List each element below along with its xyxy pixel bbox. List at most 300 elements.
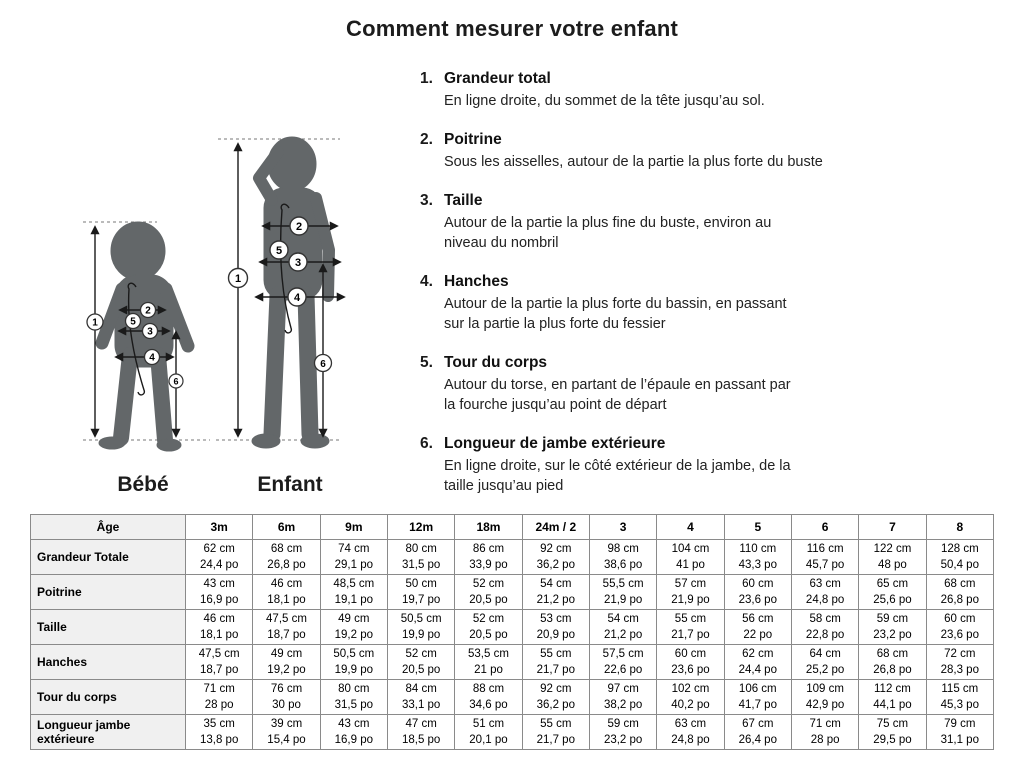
measurement-value: 64 cm — [809, 648, 841, 660]
size-column-header: 7 — [859, 515, 926, 540]
measurement-value: 49 cm — [270, 648, 303, 660]
measurement-cell — [724, 610, 791, 645]
measurement-value: 36,2 po — [536, 699, 575, 711]
measurement-cell — [320, 715, 387, 750]
measurement-value: 97 cm — [607, 683, 639, 695]
measurement-cell — [253, 540, 320, 575]
measurement-value: 46 cm — [270, 578, 303, 590]
measurement-cell — [724, 645, 791, 680]
measurement-cell — [387, 575, 454, 610]
measurement-value: 16,9 po — [334, 734, 373, 746]
table-row — [31, 575, 994, 610]
instruction-line: En ligne droite, sur le côté extérieur de la jambe, de la — [444, 458, 791, 474]
measurement-cell — [859, 575, 926, 610]
measurement-value: 21,7 po — [671, 629, 710, 641]
measurement-value: 68 cm — [944, 578, 976, 590]
measurement-value: 20,9 po — [536, 629, 575, 641]
measurement-value: 21,7 po — [536, 664, 575, 676]
measurement-cell — [657, 680, 724, 715]
row-label: Grandeur Totale — [31, 540, 186, 575]
measurement-cell — [589, 575, 656, 610]
measurement-value: 68 cm — [270, 543, 303, 555]
measurement-value: 52 cm — [472, 613, 505, 625]
measurement-value: 62 cm — [742, 648, 774, 660]
measurement-cell — [791, 610, 858, 645]
instruction-number: 2. — [420, 131, 433, 148]
measurement-cell — [859, 610, 926, 645]
measurement-value: 38,2 po — [603, 699, 643, 711]
measurement-cell — [657, 540, 724, 575]
measurement-cell — [522, 680, 589, 715]
measurement-cell — [724, 680, 791, 715]
instruction-description — [444, 294, 925, 334]
child-marker-6 — [315, 355, 332, 372]
instruction-line: taille jusqu’au pied — [444, 478, 564, 494]
measurement-value: 45,3 po — [940, 699, 979, 711]
size-table-body — [31, 540, 994, 750]
measurement-value: 20,1 po — [469, 734, 508, 746]
measurement-value: 60 cm — [742, 578, 774, 590]
measurement-cell — [253, 610, 320, 645]
measurement-value: 28 po — [204, 699, 234, 711]
instruction-title: Hanches — [444, 273, 509, 290]
baby-marker-4 — [145, 350, 160, 365]
measurement-value: 76 cm — [270, 683, 303, 695]
measurement-value: 92 cm — [540, 543, 572, 555]
measurement-value: 20,5 po — [469, 629, 508, 641]
measurement-value: 55 cm — [540, 718, 572, 730]
measurement-cell — [926, 540, 993, 575]
size-column-header: 5 — [724, 515, 791, 540]
measurement-value: 65 cm — [876, 578, 909, 590]
child-marker-5-label: 5 — [275, 245, 283, 257]
measurement-value: 21,2 po — [603, 629, 643, 641]
child-right-foot — [301, 434, 329, 448]
measurement-cell — [455, 575, 522, 610]
measurement-value: 51 cm — [472, 718, 505, 730]
baby-left-foot — [99, 437, 125, 449]
measurement-cell — [387, 715, 454, 750]
measurement-value: 24,8 po — [671, 734, 710, 746]
measurement-value: 59 cm — [876, 613, 909, 625]
measurement-value: 21 po — [474, 664, 503, 676]
child-marker-2-label: 2 — [295, 221, 303, 233]
measurement-cell — [724, 575, 791, 610]
baby-marker-2 — [141, 303, 156, 318]
measurement-cell — [253, 575, 320, 610]
measurement-value: 80 cm — [338, 683, 370, 695]
measurement-value: 112 cm — [874, 683, 911, 695]
measurement-value: 18,5 po — [401, 734, 441, 746]
measurement-value: 42,9 po — [805, 699, 845, 711]
measurement-value: 29,1 po — [334, 559, 373, 571]
instruction-description — [444, 152, 925, 172]
measurement-cell — [320, 575, 387, 610]
instruction-number: 3. — [420, 192, 433, 209]
child-marker-4-label: 4 — [293, 292, 301, 304]
child-marker-4 — [288, 288, 306, 306]
baby-marker-5 — [126, 314, 141, 329]
measurement-value: 52 cm — [405, 648, 437, 660]
measurement-cell — [791, 715, 858, 750]
baby-silhouette — [99, 222, 188, 451]
measurement-cell — [791, 680, 858, 715]
measurement-value: 106 cm — [738, 683, 777, 695]
measurement-value: 74 cm — [338, 543, 370, 555]
size-column-header: 24m / 2 — [522, 515, 589, 540]
measurement-value: 68 cm — [876, 648, 909, 660]
baby-marker-3 — [143, 324, 158, 339]
instruction-description — [444, 375, 925, 415]
measurement-cell — [926, 715, 993, 750]
measurement-cell — [186, 645, 253, 680]
measurement-value: 43 cm — [203, 578, 235, 590]
measurement-cell — [926, 610, 993, 645]
measurement-value: 47 cm — [405, 718, 437, 730]
measurement-cell — [186, 715, 253, 750]
measurement-cell — [589, 715, 656, 750]
instruction-line: Autour de la partie la plus fine du buste, environ au — [444, 215, 772, 231]
child-marker-5 — [270, 241, 288, 259]
measurement-cell — [926, 645, 993, 680]
measurement-value: 60 cm — [674, 648, 707, 660]
baby-marker-5-label: 5 — [130, 316, 136, 328]
baby-marker-6 — [169, 374, 183, 388]
age-column-header: Âge — [31, 515, 186, 540]
instruction-description — [444, 456, 925, 496]
measurement-cell — [186, 680, 253, 715]
baby-label: Bébé — [117, 473, 169, 496]
measurement-value: 104 cm — [671, 543, 710, 555]
measurement-cell — [455, 715, 522, 750]
measurement-cell — [724, 715, 791, 750]
instruction-line: niveau du nombril — [444, 235, 559, 251]
measurement-cell — [791, 645, 858, 680]
baby-marker-3-label: 3 — [147, 326, 153, 338]
measurement-value: 62 cm — [203, 543, 235, 555]
instruction-line: Autour de la partie la plus forte du bassin, en passant — [444, 296, 787, 312]
measurement-diagram — [45, 100, 405, 510]
measurement-value: 25,6 po — [873, 594, 912, 606]
measurement-value: 19,9 po — [334, 664, 373, 676]
measurement-value: 36,2 po — [536, 559, 575, 571]
measurement-value: 46 cm — [203, 613, 235, 625]
measurement-cell — [657, 645, 724, 680]
measurement-value: 63 cm — [809, 578, 841, 590]
size-column-header: 6m — [253, 515, 320, 540]
instruction-item-1 — [420, 70, 925, 111]
measurement-cell — [455, 610, 522, 645]
measurement-value: 24,8 po — [805, 594, 845, 606]
instruction-number: 1. — [420, 70, 433, 87]
measurement-value: 55 cm — [674, 613, 707, 625]
measurement-cell — [926, 680, 993, 715]
baby-right-foot — [157, 439, 181, 451]
measurement-value: 18,1 po — [267, 594, 306, 606]
instruction-line: sur la partie la plus forte du fessier — [444, 316, 666, 332]
measurement-value: 55,5 cm — [602, 578, 644, 590]
child-marker-2 — [290, 217, 308, 235]
measurement-cell — [320, 610, 387, 645]
measurement-value: 35 cm — [203, 718, 235, 730]
measurement-value: 19,2 po — [334, 629, 373, 641]
measurement-value: 55 cm — [540, 648, 572, 660]
page-title: Comment mesurer votre enfant — [345, 16, 678, 41]
baby-marker-1-label: 1 — [92, 317, 98, 329]
baby-head — [111, 222, 165, 280]
measurement-value: 43,3 po — [738, 559, 777, 571]
measurement-value: 48,5 cm — [333, 578, 375, 590]
baby-left-leg — [158, 355, 165, 440]
measurement-value: 25,2 po — [805, 664, 845, 676]
measurement-cell — [387, 610, 454, 645]
measurement-value: 26,8 po — [940, 594, 979, 606]
measurement-value: 29,5 po — [873, 734, 912, 746]
measurement-value: 56 cm — [742, 613, 774, 625]
measurement-value: 45,7 po — [805, 559, 845, 571]
baby-marker-1 — [87, 314, 103, 330]
measurement-value: 50,4 po — [940, 559, 979, 571]
measurement-value: 19,7 po — [401, 594, 441, 606]
measurement-value: 72 cm — [944, 648, 976, 660]
measurement-value: 122 cm — [873, 543, 912, 555]
measurement-value: 41 po — [676, 559, 705, 571]
measurement-cell — [926, 575, 993, 610]
measurement-cell — [186, 540, 253, 575]
measurement-value: 115 cm — [941, 683, 979, 695]
row-label: Taille — [31, 610, 186, 645]
measurement-value: 23,6 po — [671, 664, 710, 676]
measurement-value: 41,7 po — [738, 699, 777, 711]
measurement-value: 21,9 po — [671, 594, 710, 606]
measurement-value: 71 cm — [203, 683, 235, 695]
measurement-cell — [387, 680, 454, 715]
measurement-cell — [455, 540, 522, 575]
size-column-header: 18m — [455, 515, 522, 540]
measurement-value: 18,1 po — [199, 629, 239, 641]
measurement-value: 33,9 po — [469, 559, 508, 571]
measurement-value: 18,7 po — [199, 664, 239, 676]
measurement-value: 38,6 po — [603, 559, 643, 571]
measurement-cell — [455, 645, 522, 680]
size-column-header: 6 — [791, 515, 858, 540]
measurement-value: 116 cm — [806, 543, 844, 555]
measurement-value: 53 cm — [540, 613, 572, 625]
instruction-title: Taille — [444, 192, 483, 209]
measurement-cell — [387, 540, 454, 575]
table-row — [31, 610, 994, 645]
measurement-value: 18,7 po — [267, 629, 306, 641]
measurement-cell — [186, 610, 253, 645]
measurement-value: 54 cm — [540, 578, 572, 590]
measurement-value: 28,3 po — [940, 664, 979, 676]
child-left-leg — [272, 295, 278, 434]
measurement-value: 49 cm — [338, 613, 370, 625]
instruction-title: Tour du corps — [444, 354, 548, 371]
size-column-header: 12m — [387, 515, 454, 540]
baby-left-leg — [121, 355, 130, 438]
measurement-value: 33,1 po — [401, 699, 441, 711]
measurement-value: 128 cm — [940, 543, 979, 555]
instruction-description — [444, 213, 925, 253]
measurement-value: 19,1 po — [334, 594, 373, 606]
measurement-value: 30 po — [272, 699, 301, 711]
instruction-number: 4. — [420, 273, 433, 290]
measurement-value: 50,5 cm — [333, 648, 375, 660]
measurement-value: 20,5 po — [469, 594, 508, 606]
measurement-cell — [791, 540, 858, 575]
baby-marker-6-label: 6 — [173, 376, 179, 387]
measurement-value: 23,6 po — [940, 629, 979, 641]
measurement-cell — [320, 680, 387, 715]
size-table — [30, 514, 994, 750]
measurement-cell — [589, 540, 656, 575]
row-label: Longueur jambe extérieure — [31, 715, 186, 750]
child-left-foot — [252, 434, 280, 448]
measurement-cell — [320, 645, 387, 680]
measurement-value: 60 cm — [944, 613, 976, 625]
measurement-value: 19,2 po — [267, 664, 306, 676]
instruction-line: Autour du torse, en partant de l’épaule en passant par — [444, 377, 791, 393]
instruction-item-4 — [420, 273, 925, 334]
measurement-value: 88 cm — [472, 683, 505, 695]
measurement-cell — [253, 645, 320, 680]
size-column-header: 8 — [926, 515, 993, 540]
measurement-value: 28 po — [810, 734, 840, 746]
measurement-value: 23,6 po — [738, 594, 777, 606]
instruction-item-5 — [420, 354, 925, 415]
row-label: Poitrine — [31, 575, 186, 610]
measurement-value: 15,4 po — [267, 734, 306, 746]
measurement-cell — [589, 645, 656, 680]
measurement-cell — [657, 575, 724, 610]
measurement-value: 24,4 po — [199, 559, 239, 571]
measurement-cell — [859, 645, 926, 680]
measurement-cell — [791, 575, 858, 610]
child-label: Enfant — [257, 473, 323, 496]
measurement-value: 26,8 po — [267, 559, 306, 571]
instruction-line: la fourche jusqu’au point de départ — [444, 397, 667, 413]
measurement-cell — [186, 575, 253, 610]
measurement-value: 86 cm — [472, 543, 505, 555]
instruction-line: Sous les aisselles, autour de la partie la plus forte du buste — [444, 154, 823, 170]
baby-marker-4-label: 4 — [149, 352, 155, 364]
instruction-number: 6. — [420, 435, 433, 452]
measurement-value: 21,9 po — [603, 594, 643, 606]
measurement-value: 31,1 po — [940, 734, 979, 746]
instruction-title: Longueur de jambe extérieure — [444, 435, 666, 452]
measurement-value: 19,9 po — [401, 629, 441, 641]
size-table-header — [31, 515, 994, 540]
row-label: Tour du corps — [31, 680, 186, 715]
measurement-cell — [522, 610, 589, 645]
measurement-cell — [253, 680, 320, 715]
table-row — [31, 540, 994, 575]
measurement-value: 47,5 cm — [266, 613, 307, 625]
table-row — [31, 645, 994, 680]
instruction-line: En ligne droite, du sommet de la tête jusqu’au sol. — [444, 93, 765, 109]
measurement-value: 31,5 po — [334, 699, 373, 711]
measurement-cell — [589, 680, 656, 715]
measurement-value: 26,8 po — [873, 664, 912, 676]
measurement-value: 58 cm — [809, 613, 841, 625]
child-marker-1-label: 1 — [234, 273, 242, 285]
child-marker-6-label: 6 — [320, 359, 326, 370]
measurement-value: 54 cm — [607, 613, 639, 625]
measurement-value: 53,5 cm — [468, 648, 509, 660]
measurement-cell — [253, 715, 320, 750]
size-column-header: 9m — [320, 515, 387, 540]
measurement-value: 63 cm — [674, 718, 707, 730]
child-marker-1 — [229, 269, 248, 288]
table-row — [31, 715, 994, 750]
size-column-header: 4 — [657, 515, 724, 540]
measurement-value: 102 cm — [671, 683, 710, 695]
measurement-cell — [455, 680, 522, 715]
header-row — [31, 515, 994, 540]
measurement-cell — [522, 540, 589, 575]
measurement-value: 50 cm — [405, 578, 437, 590]
measurement-value: 110 cm — [739, 543, 777, 555]
measurement-cell — [657, 715, 724, 750]
measurement-value: 21,2 po — [536, 594, 575, 606]
measurement-value: 59 cm — [607, 718, 639, 730]
measurement-value: 31,5 po — [401, 559, 441, 571]
instruction-title: Grandeur total — [444, 70, 551, 87]
measurement-value: 39 cm — [270, 718, 303, 730]
measurement-value: 13,8 po — [199, 734, 239, 746]
measurement-value: 109 cm — [806, 683, 844, 695]
measurement-value: 43 cm — [338, 718, 370, 730]
child-right-leg — [306, 295, 310, 434]
measurement-value: 80 cm — [405, 543, 437, 555]
measurement-value: 20,5 po — [401, 664, 441, 676]
child-marker-3-label: 3 — [294, 257, 302, 269]
measurement-value: 22,8 po — [805, 629, 845, 641]
measurement-cell — [589, 610, 656, 645]
measurement-cell — [657, 610, 724, 645]
measurement-cell — [859, 540, 926, 575]
measurement-value: 26,4 po — [738, 734, 777, 746]
measurement-cell — [724, 540, 791, 575]
instruction-item-6 — [420, 435, 925, 496]
baby-marker-2-label: 2 — [145, 305, 151, 317]
measurement-cell — [522, 645, 589, 680]
measurement-cell — [522, 715, 589, 750]
measurement-value: 50,5 cm — [400, 613, 442, 625]
measurement-value: 34,6 po — [469, 699, 508, 711]
measurement-cell — [859, 680, 926, 715]
child-marker-3 — [289, 253, 307, 271]
measurement-cell — [320, 540, 387, 575]
measurement-value: 48 po — [878, 559, 907, 571]
measurement-value: 67 cm — [742, 718, 774, 730]
measurement-cell — [387, 645, 454, 680]
instruction-item-3 — [420, 192, 925, 253]
measurement-value: 24,4 po — [738, 664, 777, 676]
instruction-description — [444, 91, 925, 111]
measurement-value: 84 cm — [405, 683, 437, 695]
measurement-value: 40,2 po — [671, 699, 710, 711]
measurement-value: 22 po — [743, 629, 773, 641]
measurement-value: 71 cm — [809, 718, 841, 730]
size-column-header: 3m — [186, 515, 253, 540]
measurement-value: 98 cm — [607, 543, 639, 555]
measurement-value: 79 cm — [944, 718, 976, 730]
instruction-number: 5. — [420, 354, 433, 371]
table-row — [31, 680, 994, 715]
measurement-value: 75 cm — [876, 718, 909, 730]
